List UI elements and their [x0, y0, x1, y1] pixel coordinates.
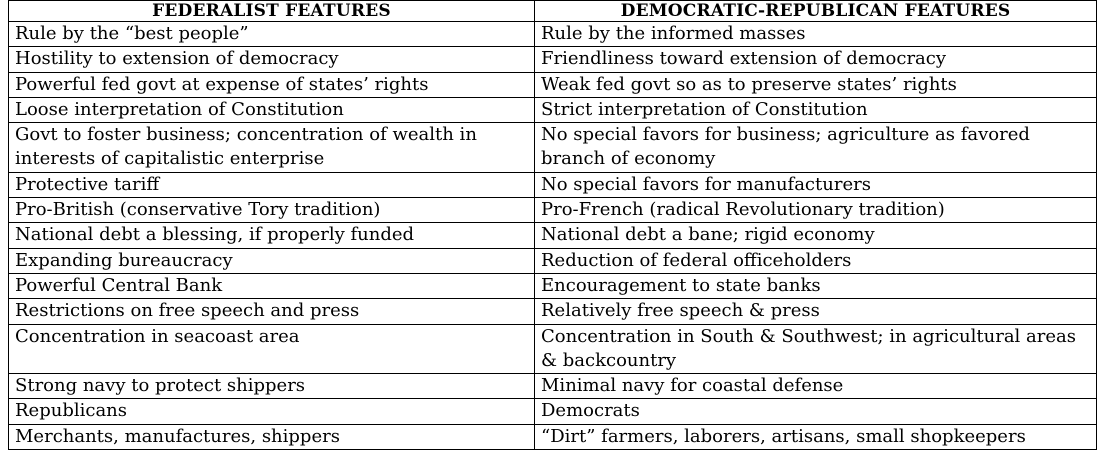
table-body — [9, 22, 1097, 450]
cell-text: Strong navy to protect shippers — [15, 375, 306, 397]
democratic-republican-cell — [535, 248, 1097, 273]
table-row — [9, 248, 1097, 273]
cell-text: Concentration in South & Southwest; in agricultural areas & backcountry — [541, 325, 1076, 371]
federalist-cell — [9, 172, 535, 197]
federalist-cell — [9, 198, 535, 223]
table-row — [9, 223, 1097, 248]
federalist-cell — [9, 324, 535, 374]
cell-text: Rule by the “best people” — [15, 23, 249, 44]
cell-text: Hostility to extension of democracy — [15, 48, 339, 70]
cell-text: Strict interpretation of Constitution — [541, 98, 868, 120]
cell-text: Restrictions on free speech and press — [15, 300, 360, 322]
cell-text: Relatively free speech & press — [541, 300, 820, 322]
democratic-republican-cell — [535, 424, 1097, 449]
cell-text: National debt a blessing, if properly funded — [15, 224, 415, 246]
democratic-republican-cell — [535, 299, 1097, 324]
header-federalist — [9, 1, 535, 22]
cell-text: Powerful fed govt at expense of states’ rights — [15, 73, 429, 95]
federalist-cell — [9, 47, 535, 72]
democratic-republican-cell — [535, 123, 1097, 173]
table-row — [9, 72, 1097, 97]
table-row — [9, 273, 1097, 298]
cell-text: Reduction of federal officeholders — [541, 249, 852, 271]
table-row — [9, 374, 1097, 399]
cell-text: Encouragement to state banks — [541, 274, 821, 296]
table-row — [9, 172, 1097, 197]
federalist-cell — [9, 72, 535, 97]
democratic-republican-cell — [535, 72, 1097, 97]
cell-text: Protective tariff — [15, 173, 160, 195]
federalist-cell — [9, 424, 535, 449]
table-row — [9, 97, 1097, 122]
table-row — [9, 324, 1097, 374]
cell-text: Merchants, manufactures, shippers — [15, 425, 340, 447]
federalist-cell — [9, 22, 535, 47]
table-row — [9, 47, 1097, 72]
cell-text: Democrats — [541, 400, 640, 422]
democratic-republican-cell — [535, 324, 1097, 374]
federalist-cell — [9, 123, 535, 173]
comparison-table — [8, 0, 1097, 450]
cell-text: Minimal navy for coastal defense — [541, 375, 844, 397]
cell-text: Govt to foster business; concentration of wealth in interests of capitalistic enterprise — [15, 124, 477, 170]
federalist-cell — [9, 273, 535, 298]
header-democratic-republican — [535, 1, 1097, 22]
table-row — [9, 424, 1097, 449]
header-democratic-republican-label: DEMOCRATIC-REPUBLICAN FEATURES — [620, 1, 1011, 21]
header-row — [9, 1, 1097, 22]
table-row — [9, 399, 1097, 424]
democratic-republican-cell — [535, 198, 1097, 223]
federalist-cell — [9, 374, 535, 399]
cell-text: “Dirt” farmers, laborers, artisans, small shopkeepers — [541, 425, 1026, 447]
federalist-cell — [9, 223, 535, 248]
cell-text: Pro-French (radical Revolutionary tradition) — [541, 199, 945, 221]
cell-text: Concentration in seacoast area — [15, 325, 300, 347]
democratic-republican-cell — [535, 172, 1097, 197]
table-row — [9, 299, 1097, 324]
cell-text: Expanding bureaucracy — [15, 249, 233, 271]
table-row — [9, 22, 1097, 47]
federalist-cell — [9, 248, 535, 273]
federalist-cell — [9, 399, 535, 424]
democratic-republican-cell — [535, 399, 1097, 424]
federalist-cell — [9, 299, 535, 324]
cell-text: Powerful Central Bank — [15, 274, 223, 296]
democratic-republican-cell — [535, 273, 1097, 298]
democratic-republican-cell — [535, 47, 1097, 72]
democratic-republican-cell — [535, 223, 1097, 248]
cell-text: Friendliness toward extension of democracy — [541, 48, 947, 70]
table-row — [9, 123, 1097, 173]
cell-text: National debt a bane; rigid economy — [541, 224, 875, 246]
cell-text: Republicans — [15, 400, 127, 422]
cell-text: No special favors for business; agriculture as favored branch of economy — [541, 124, 1030, 170]
cell-text: Pro-British (conservative Tory tradition) — [15, 199, 381, 221]
cell-text: No special favors for manufacturers — [541, 173, 871, 195]
democratic-republican-cell — [535, 97, 1097, 122]
democratic-republican-cell — [535, 374, 1097, 399]
table-row — [9, 198, 1097, 223]
cell-text: Loose interpretation of Constitution — [15, 98, 344, 120]
federalist-cell — [9, 97, 535, 122]
cell-text: Rule by the informed masses — [541, 23, 806, 44]
democratic-republican-cell — [535, 22, 1097, 47]
cell-text: Weak fed govt so as to preserve states’ rights — [541, 73, 957, 95]
header-federalist-label: FEDERALIST FEATURES — [152, 1, 391, 21]
